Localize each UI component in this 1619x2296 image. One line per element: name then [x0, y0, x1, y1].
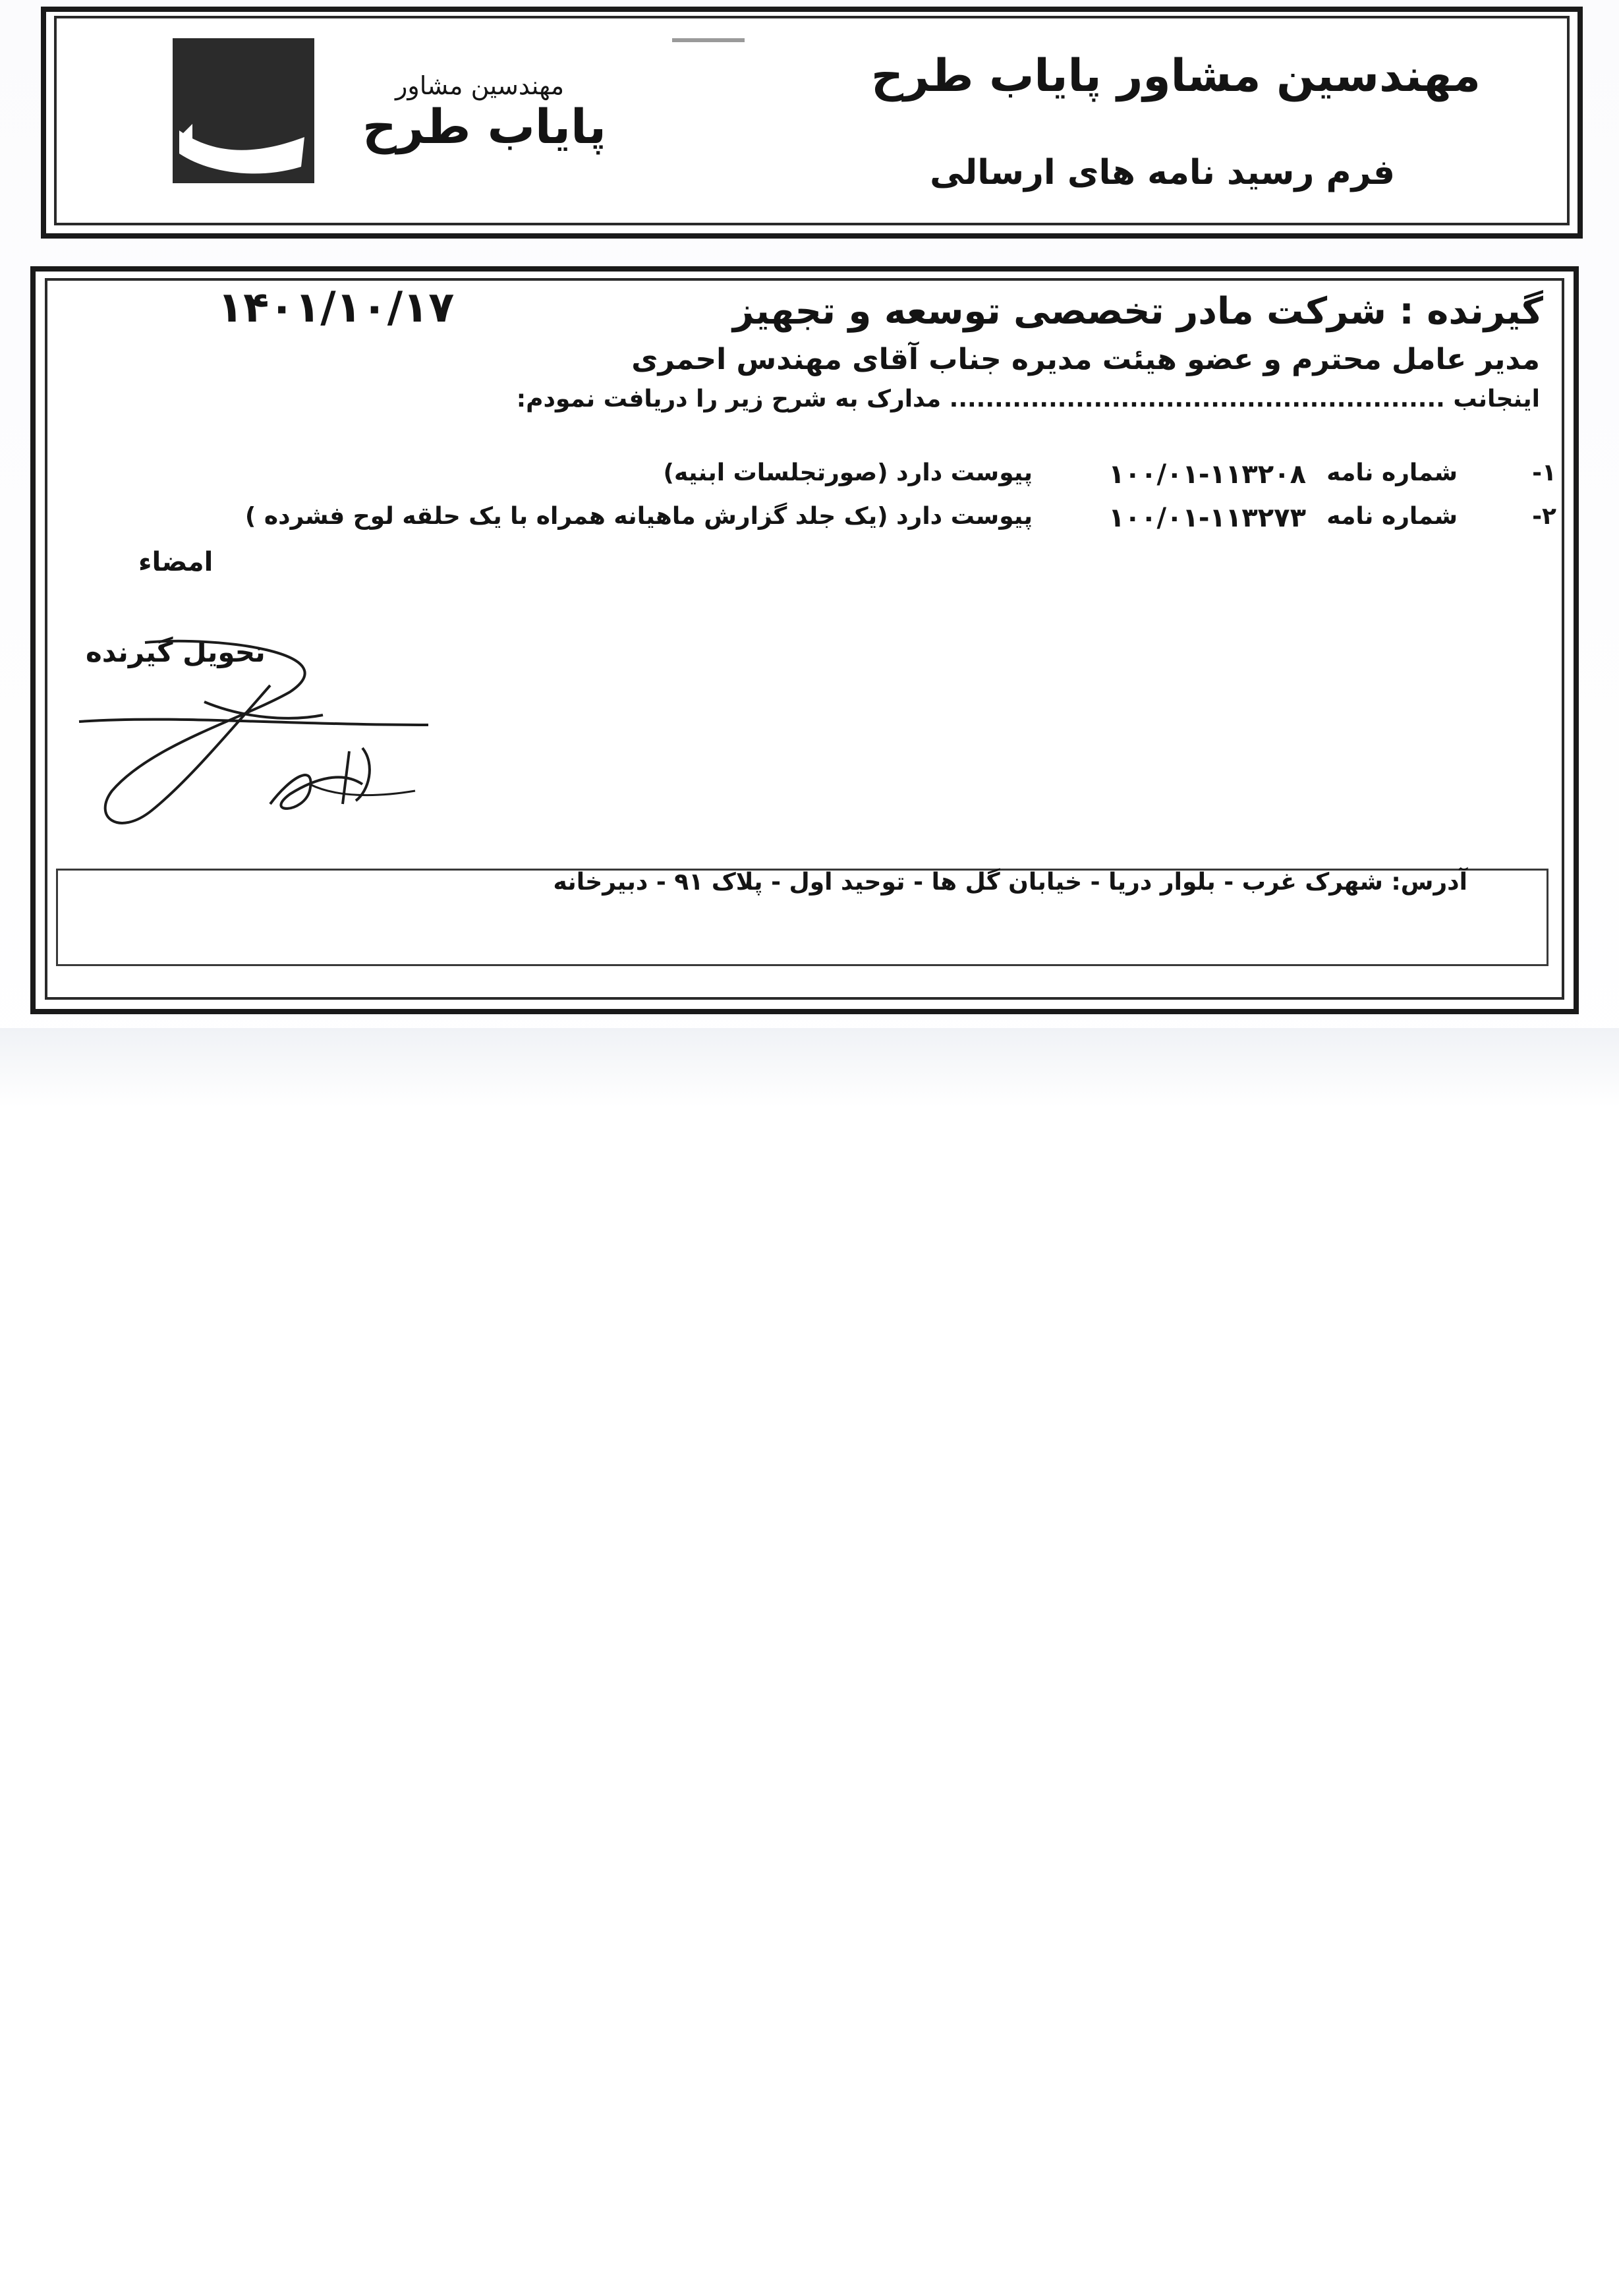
intro-line: اینجانب ....................................................... مدارک به شرح زیر را دریافت نمودم:: [516, 386, 1540, 413]
address-text: آدرس: شهرک غرب - بلوار دریا - خیابان گل ها - توحید اول - پلاک ۹۱ - دبیرخانه: [553, 869, 1467, 896]
delivery-recipient-label: تحویل گیرنده: [86, 636, 266, 668]
letter-index: ۲-: [1532, 503, 1556, 530]
logo-big-text: پایاب طرح: [362, 99, 607, 154]
handwritten-signature: [72, 633, 441, 850]
letter-description: پیوست دارد (یک جلد گزارش ماهیانه همراه با یک حلقه لوح فشرده ): [244, 503, 1033, 530]
company-logo-icon: [173, 38, 314, 183]
receipt-date: ۱۴۰۱/۱۰/۱۷: [217, 283, 455, 332]
letter-number: ۱۰۰/۰۱-۱۱۳۲۷۳: [1108, 503, 1306, 533]
letter-number: ۱۰۰/۰۱-۱۱۳۲۰۸: [1108, 459, 1306, 490]
addressee-line: مدیر عامل محترم و عضو هیئت مدیره جناب آقای مهندس احمری: [631, 343, 1540, 376]
letter-description: پیوست دارد (صورتجلسات ابنیه): [663, 459, 1033, 486]
signature-label: امضاء: [138, 547, 213, 577]
letter-row: [206, 459, 1556, 492]
letter-number-label: شماره نامه: [1326, 459, 1458, 486]
form-title: فرم رسید نامه های ارسالی: [930, 153, 1395, 192]
letter-index: ۱-: [1532, 459, 1556, 486]
letter-number-label: شماره نامه: [1326, 503, 1458, 530]
recipient-line: گیرنده : شرکت مادر تخصصی توسعه و تجهیز: [732, 290, 1543, 333]
scan-edge-shadow: [0, 1028, 1619, 1107]
company-title: مهندسین مشاور پایاب طرح: [871, 50, 1481, 102]
logo-small-text: مهندسین مشاور: [395, 71, 565, 100]
letter-row: [206, 503, 1556, 536]
scan-mark: [672, 38, 745, 42]
